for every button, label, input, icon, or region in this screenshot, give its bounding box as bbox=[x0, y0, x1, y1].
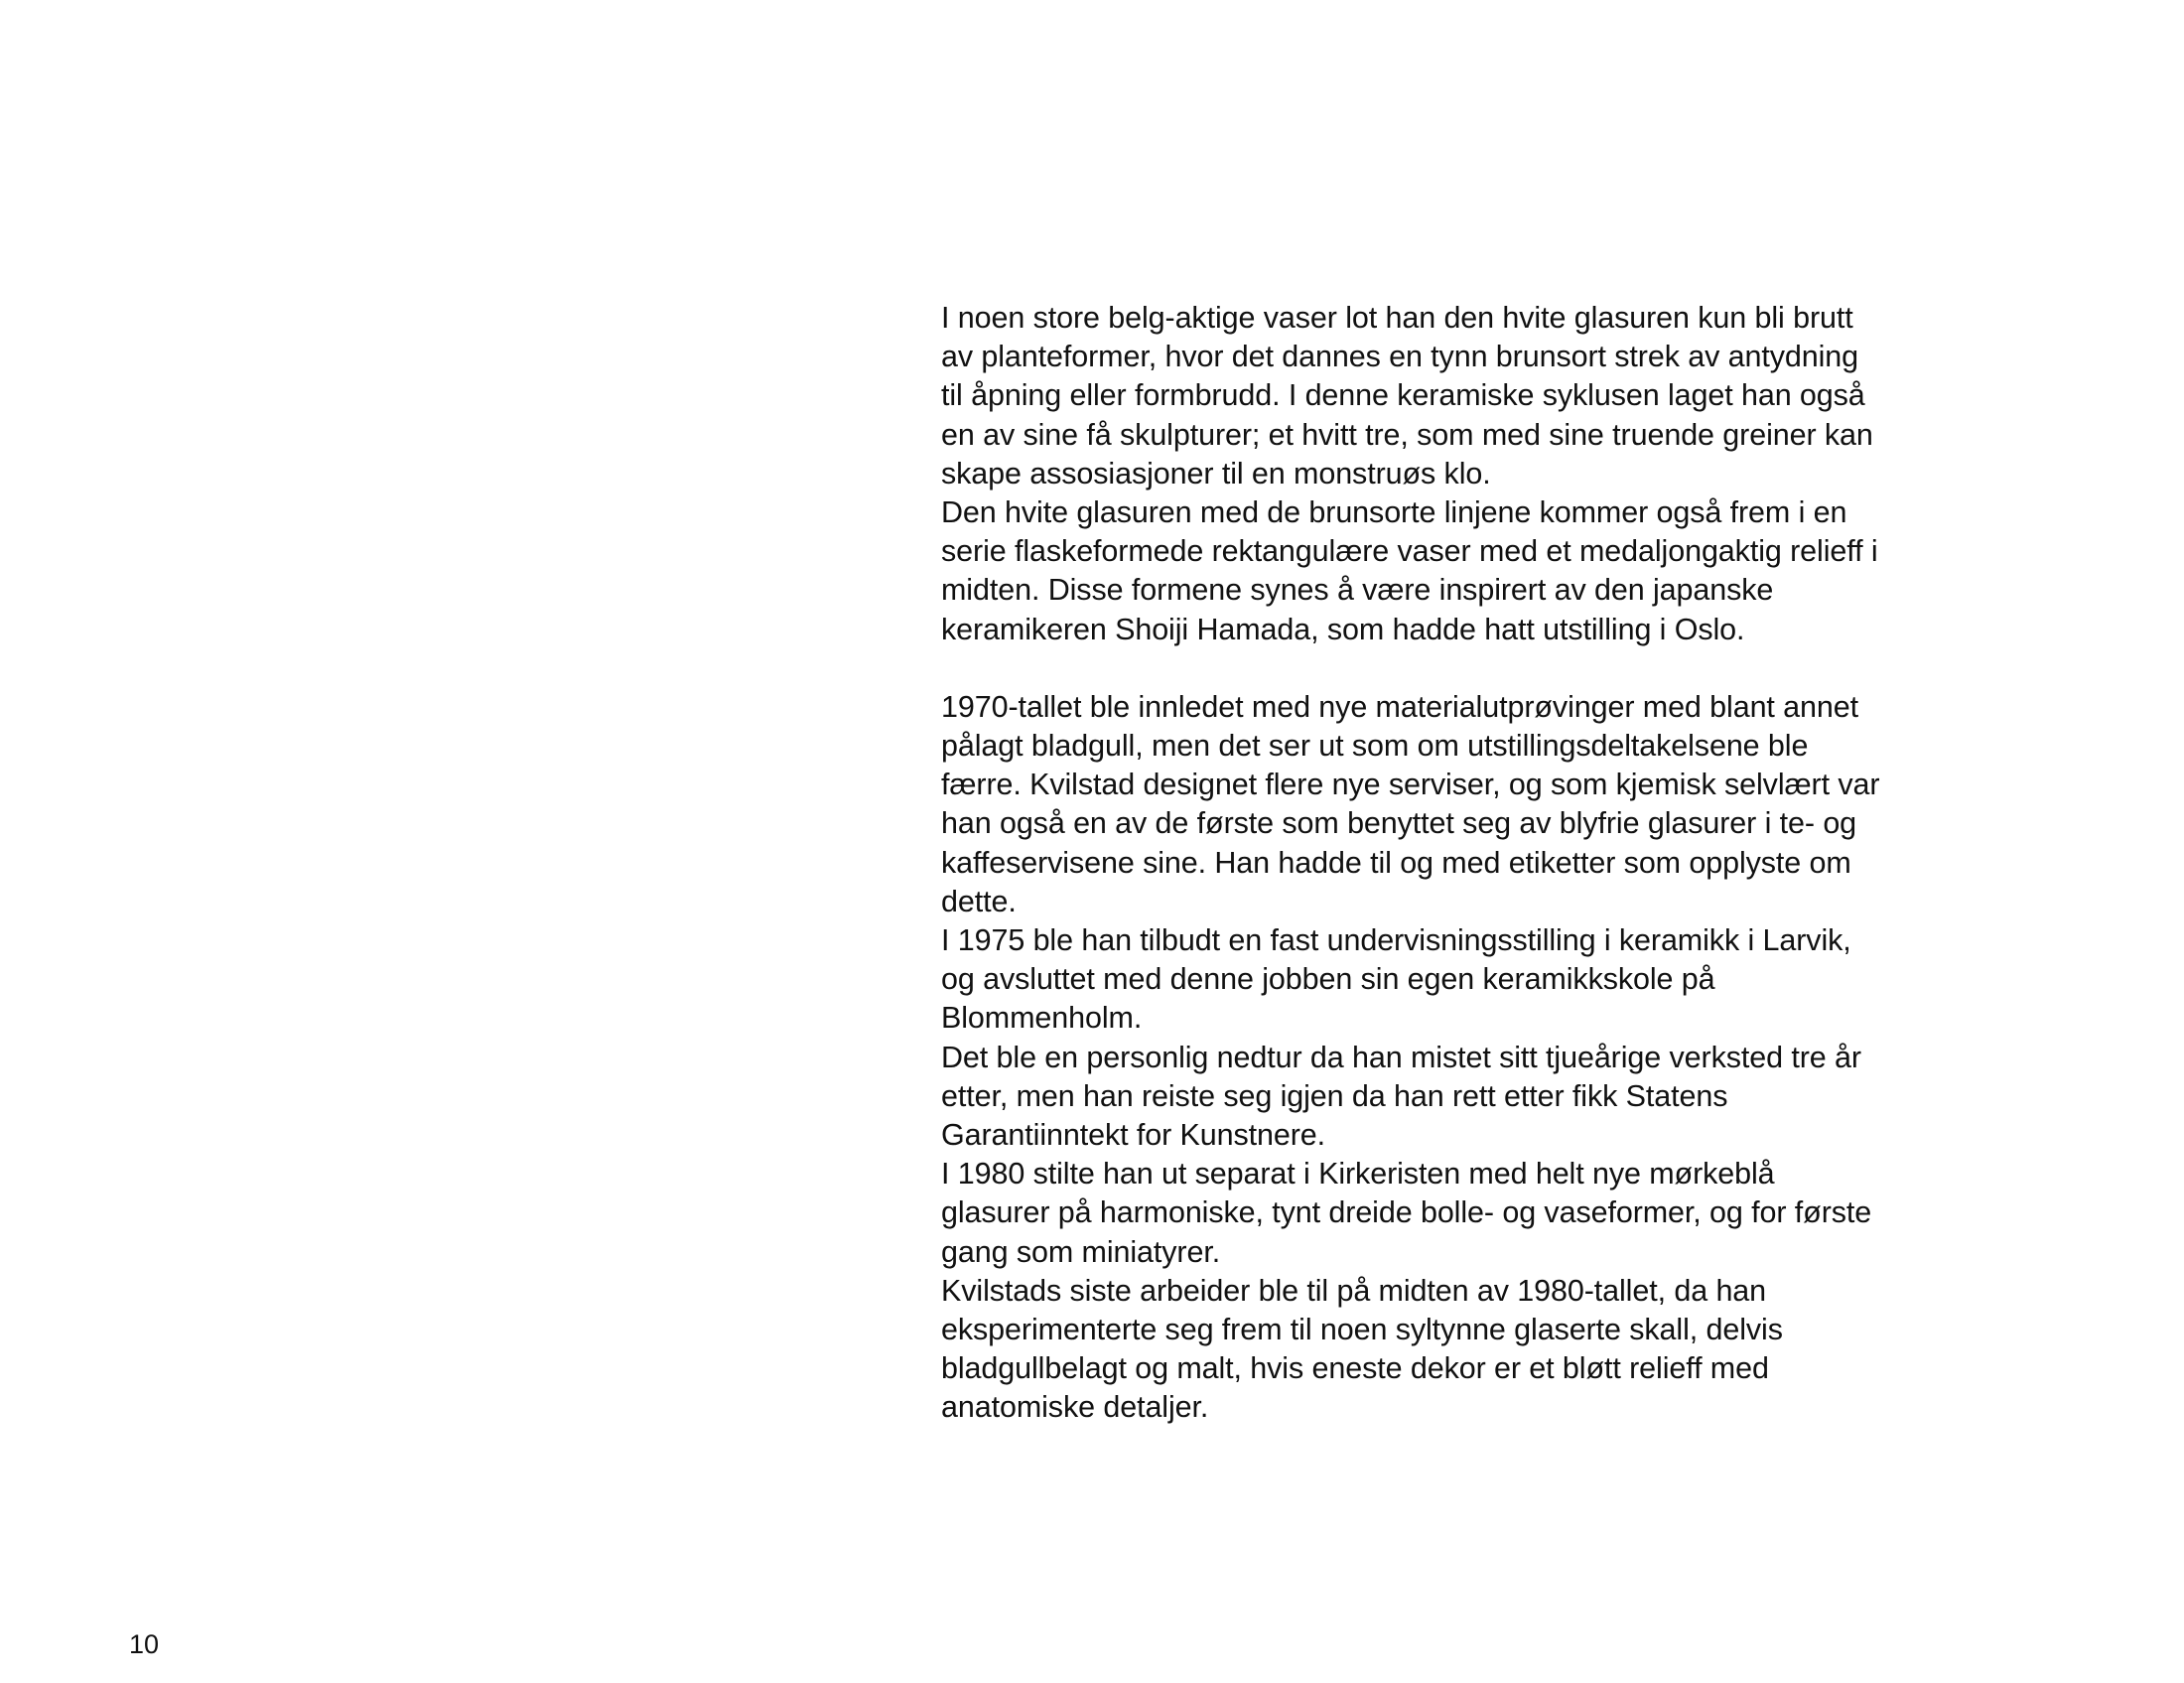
text-line: kaffeservisene sine. Han hadde til og med etiketter som opplyste om bbox=[941, 845, 1851, 880]
text-line: og avsluttet med denne jobben sin egen keramikkskole på bbox=[941, 962, 1715, 997]
text-line: etter, men han reiste seg igjen da han rett etter fikk Statens bbox=[941, 1078, 1728, 1113]
text-line: Den hvite glasuren med de brunsorte linjene kommer også frem i en bbox=[941, 494, 1847, 529]
paragraph-break bbox=[941, 649, 2018, 688]
text-line: serie flaskeformede rektangulære vaser med et medaljongaktig relieff i bbox=[941, 534, 1878, 569]
text-line: skape assosiasjoner til en monstruøs klo. bbox=[941, 456, 1491, 491]
text-line: eksperimenterte seg frem til noen syltynne glaserte skall, delvis bbox=[941, 1312, 1783, 1346]
body-text bbox=[941, 299, 2018, 1427]
text-line: færre. Kvilstad designet flere nye serviser, og som kjemisk selvlært var bbox=[941, 768, 1880, 802]
text-line: til åpning eller formbrudd. I denne keramiske syklusen laget han også bbox=[941, 378, 1865, 413]
text-line: gang som miniatyrer. bbox=[941, 1234, 1221, 1269]
text-line: en av sine få skulpturer; et hvitt tre, som med sine truende greiner kan bbox=[941, 417, 1873, 452]
text-line: Kvilstads siste arbeider ble til på midten av 1980-tallet, da han bbox=[941, 1273, 1767, 1308]
text-line: av planteformer, hvor det dannes en tynn brunsort strek av antydning bbox=[941, 340, 1859, 374]
text-line: I 1975 ble han tilbudt en fast undervisningsstilling i keramikk i Larvik, bbox=[941, 923, 1851, 957]
text-line: Garantiinntekt for Kunstnere. bbox=[941, 1117, 1326, 1152]
text-line: han også en av de første som benyttet seg av blyfrie glasurer i te- og bbox=[941, 806, 1857, 841]
text-line: I noen store belg-aktige vaser lot han den hvite glasuren kun bli brutt bbox=[941, 301, 1853, 335]
text-line: bladgullbelagt og malt, hvis eneste dekor er et bløtt relieff med bbox=[941, 1351, 1769, 1386]
text-line: 1970-tallet ble innledet med nye materialutprøvinger med blant annet bbox=[941, 689, 1859, 724]
text-line: Blommenholm. bbox=[941, 1001, 1143, 1036]
text-line: pålagt bladgull, men det ser ut som om utstillingsdeltakelsene ble bbox=[941, 729, 1809, 764]
text-line: Det ble en personlig nedtur da han mistet sitt tjueårige verksted tre år bbox=[941, 1040, 1861, 1074]
text-line: dette. bbox=[941, 884, 1017, 918]
text-line: keramikeren Shoiji Hamada, som hadde hatt utstilling i Oslo. bbox=[941, 612, 1745, 646]
page-number: 10 bbox=[129, 1629, 160, 1659]
text-line: I 1980 stilte han ut separat i Kirkeristen med helt nye mørkeblå bbox=[941, 1157, 1775, 1192]
text-line: midten. Disse formene synes å være inspirert av den japanske bbox=[941, 573, 1774, 608]
text-line: anatomiske detaljer. bbox=[941, 1390, 1209, 1425]
text-line: glasurer på harmoniske, tynt dreide bolle- og vaseformer, og for første bbox=[941, 1195, 1872, 1230]
